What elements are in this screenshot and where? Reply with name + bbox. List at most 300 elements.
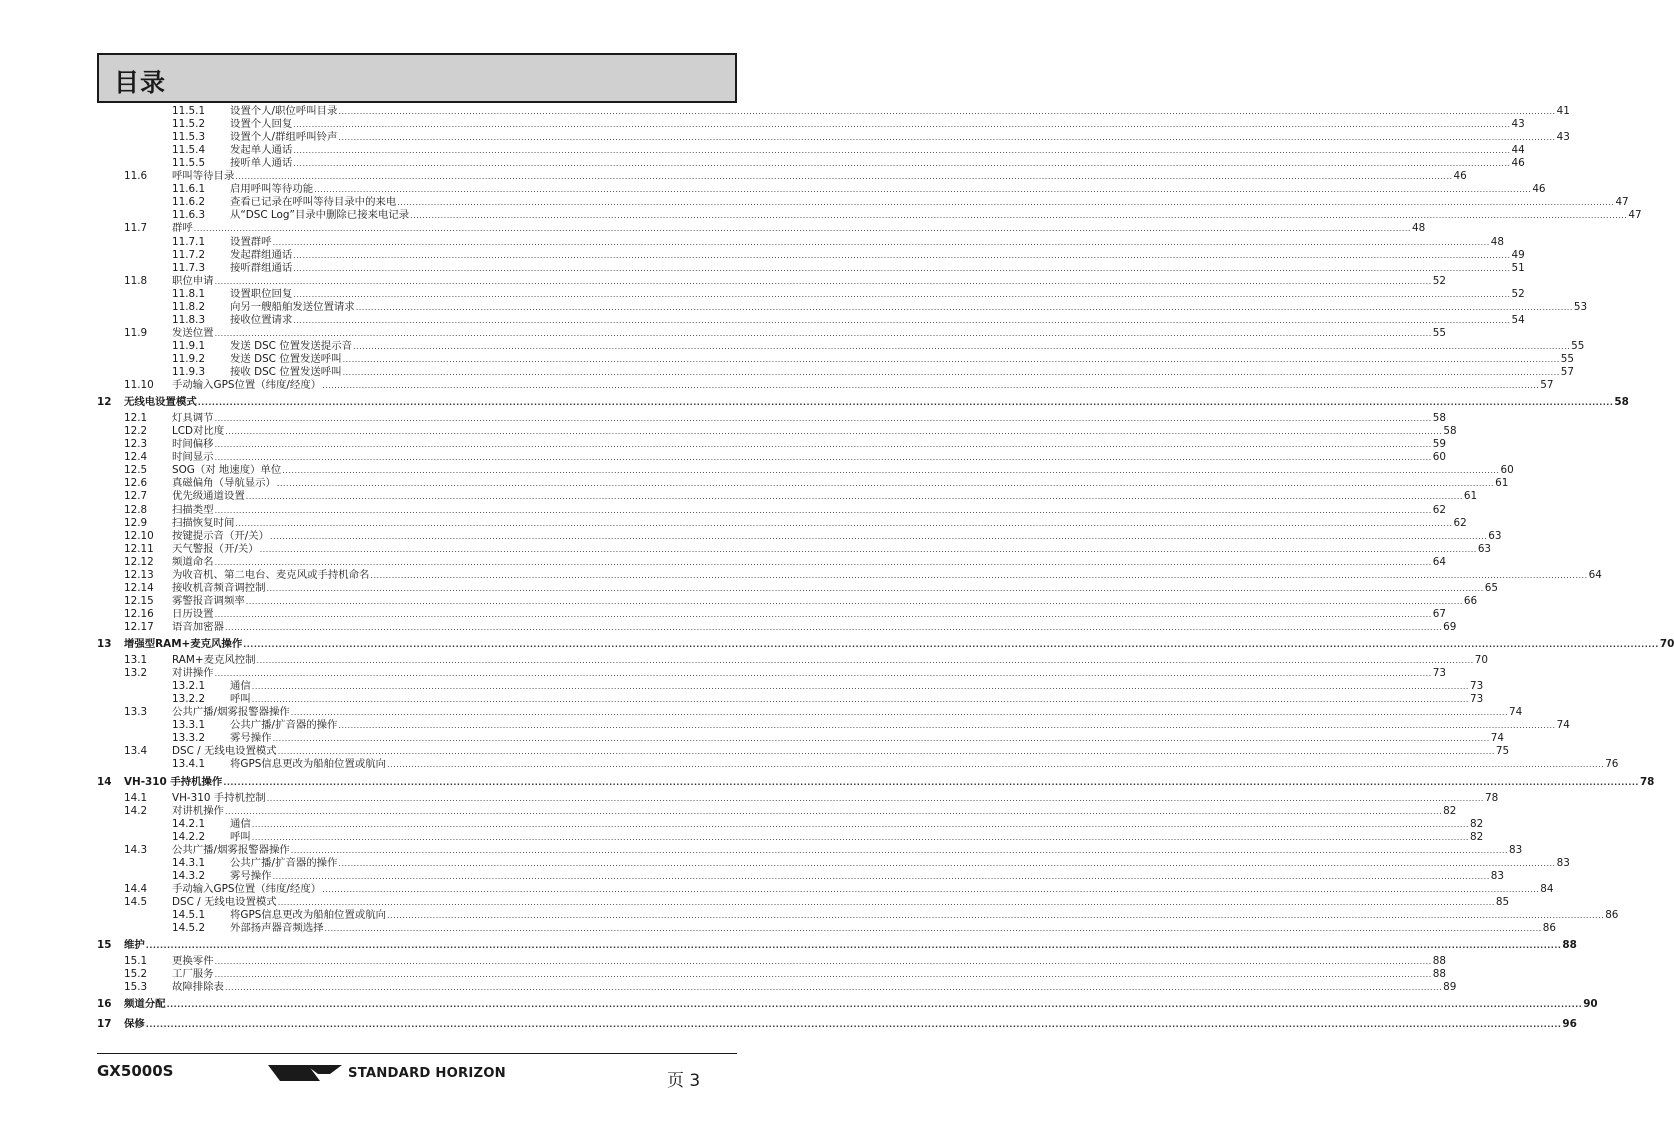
toc-page-number: 63 [1488,529,1502,542]
toc-entry-body [230,366,1575,379]
toc-page-number: 46 [1453,170,1467,183]
toc-page-number: 96 [1562,1018,1577,1031]
toc-entry-body [230,248,1525,262]
toc-entry-body [172,955,1446,968]
toc-entry-title: 公共广播/烟雾报警器操作 [172,843,290,856]
toc-entry-title: 增强型RAM+麦克风操作 [124,638,243,650]
toc-leader-dots: ................................................................................................................................................................................................................................................................................................................................................................................................................ [193,224,1411,234]
toc-page-number: 44 [1511,144,1525,157]
toc-entry[interactable] [0,817,1484,831]
toc-entry-number: 13.3.1 [172,719,206,732]
toc-page-number: 84 [1540,882,1554,895]
toc-leader-dots: ................................................................................................................................................................................................................................................................................................................................................................................................................ [338,133,1556,143]
toc-entry-number: 17 [97,1018,112,1031]
toc-entry[interactable] [0,968,1446,981]
toc-entry[interactable] [0,352,1575,366]
toc-entry-body [124,638,1674,651]
toc-entry-number: 11.7.1 [172,235,206,248]
toc-entry-title: 设置个人/群组呼叫铃声 [230,131,338,144]
toc-page-number: 82 [1443,804,1457,817]
toc-entry-body [230,157,1525,170]
toc-entry-body [172,425,1457,438]
toc-entry[interactable] [0,791,1499,805]
toc-entry-body [172,274,1446,288]
toc-entry[interactable] [0,209,1642,222]
toc-leader-dots: ................................................................................................................................................................................................................................................................................................................................................................................................................ [197,398,1614,408]
toc-entry-title: 将GPS信息更改为船舶位置或航向 [230,909,386,921]
toc-entry-body [172,477,1509,490]
toc-entry[interactable] [0,144,1525,157]
toc-entry-number: 14.3.2 [172,869,206,882]
toc-entry-title: 维护 [124,939,145,952]
toc-leader-dots: ................................................................................................................................................................................................................................................................................................................................................................................................................ [314,185,1532,195]
toc-entry-number: 13.4 [124,745,148,758]
toc-entry-title: 设置个人/职位呼叫目录 [230,105,338,117]
toc-entry[interactable] [0,732,1504,745]
toc-entry[interactable] [0,300,1588,314]
toc-entry-title: 从“DSC Log”目录中删除已接来电记录 [230,209,410,222]
toc-entry-title: 语音加密器 [172,620,224,633]
toc-leader-dots: ................................................................................................................................................................................................................................................................................................................................................................................................................ [224,622,1443,632]
toc-entry[interactable] [0,719,1570,732]
toc-entry[interactable] [0,804,1457,818]
toc-leader-dots: ................................................................................................................................................................................................................................................................................................................................................................................................................ [214,957,1432,967]
toc-entry-title: 真磁偏角（导航显示） [172,477,276,490]
toc-entry[interactable] [0,529,1502,543]
toc-entry-number: 12.12 [124,555,154,568]
toc-page-number: 67 [1432,607,1446,620]
toc-page-number: 55 [1560,352,1575,365]
toc-leader-dots: ................................................................................................................................................................................................................................................................................................................................................................................................................ [214,970,1432,980]
toc-entry[interactable] [0,856,1570,870]
toc-page-number: 60 [1500,464,1514,477]
toc-entry-title: SOG（对 地速度）单位 [172,464,282,477]
toc-entry-body [172,542,1492,556]
toc-entry[interactable] [0,451,1446,464]
toc-page-number: 58 [1443,425,1457,438]
toc-entry-body [172,968,1446,981]
toc-leader-dots: ................................................................................................................................................................................................................................................................................................................................................................................................................ [290,845,1508,855]
toc-entry-number: 12.15 [124,594,154,607]
toc-page-number: 46 [1532,183,1546,196]
toc-entry-title: 向另一艘船舶发送位置请求 [230,300,355,313]
toc-page-number: 82 [1469,830,1484,843]
toc-entry-number: 12.5 [124,464,148,477]
toc-entry-title: 公共广播/扩音器的操作 [230,856,338,869]
toc-entry-number: 14.4 [124,882,148,895]
toc-leader-dots: ................................................................................................................................................................................................................................................................................................................................................................................................................ [272,734,1490,744]
toc-leader-dots: ................................................................................................................................................................................................................................................................................................................................................................................................................ [290,708,1508,718]
toc-entry[interactable] [0,313,1525,327]
toc-leader-dots: ................................................................................................................................................................................................................................................................................................................................................................................................................ [352,341,1571,351]
toc-entry-number: 12.8 [124,503,148,516]
toc-leader-dots: ................................................................................................................................................................................................................................................................................................................................................................................................................ [235,518,1453,528]
toc-page-number: 54 [1511,313,1525,326]
toc-entry[interactable] [0,196,1629,209]
toc-entry-title: 发送 DSC 位置发送呼叫 [230,352,342,365]
toc-entry[interactable] [0,503,1446,517]
toc-entry-number: 13.4.1 [172,758,206,771]
toc-page-number: 78 [1639,775,1655,788]
toc-entry[interactable] [0,654,1488,667]
toc-entry[interactable] [0,581,1498,595]
toc-entry-title: 设置群呼 [230,235,272,248]
toc-page-number: 74 [1556,719,1570,732]
toc-entry-title: 呼叫 [230,830,251,843]
toc-page-number: 70 [1659,638,1674,650]
toc-leader-dots: ................................................................................................................................................................................................................................................................................................................................................................................................................ [251,695,1469,705]
toc-entry[interactable] [0,222,1426,235]
toc-entry-title: 优先级通道设置 [172,490,245,503]
toc-page-number: 62 [1432,503,1446,516]
toc-entry-title: 接收 DSC 位置发送呼叫 [230,366,342,378]
toc-entry-title: 日历设置 [172,607,214,620]
toc-entry-title: 频道分配 [124,998,166,1011]
toc-entry[interactable] [0,379,1554,392]
toc-page-number: 47 [1628,209,1642,222]
toc-page-number: 60 [1432,451,1446,464]
toc-leader-dots: ................................................................................................................................................................................................................................................................................................................................................................................................................ [223,777,1639,787]
toc-entry-title: 工厂服务 [172,968,214,981]
toc-entry[interactable] [0,843,1523,857]
toc-entry-body [230,118,1525,131]
toc-entry-body [172,516,1467,530]
toc-leader-dots: ................................................................................................................................................................................................................................................................................................................................................................................................................ [214,557,1432,567]
toc-page-number: 73 [1432,667,1446,680]
toc-entry-number: 11.6.2 [172,196,206,209]
toc-entry-title: 呼叫等待目录 [172,170,235,183]
toc-entry-title: 外部扬声器音频选择 [230,922,324,935]
toc-page-number: 88 [1432,955,1446,968]
toc-entry-body [172,529,1502,543]
toc-leader-dots: ................................................................................................................................................................................................................................................................................................................................................................................................................ [251,819,1469,829]
toc-leader-dots: ................................................................................................................................................................................................................................................................................................................................................................................................................ [293,315,1511,325]
toc-page-number: 49 [1511,248,1525,261]
toc-entry-number: 13.1 [124,654,148,667]
toc-entry-body [230,680,1484,693]
toc-leader-dots: ................................................................................................................................................................................................................................................................................................................................................................................................................ [214,440,1432,450]
toc-chapter-entry[interactable] [0,1018,1577,1031]
toc-entry[interactable] [0,693,1484,706]
toc-entry-title: 查看已记录在呼叫等待目录中的来电 [230,196,397,209]
toc-entry[interactable] [0,830,1484,844]
toc-chapter-entry[interactable] [0,775,1655,789]
toc-entry[interactable] [0,516,1467,530]
toc-leader-dots: ................................................................................................................................................................................................................................................................................................................................................................................................................ [397,198,1615,208]
toc-entry-body [230,209,1642,222]
toc-leader-dots: ................................................................................................................................................................................................................................................................................................................................................................................................................ [270,531,1488,541]
toc-entry-title: DSC / 无线电设置模式 [172,895,277,908]
toc-entry-title: 接听群组通话 [230,261,293,274]
toc-entry[interactable] [0,882,1554,896]
toc-entry-number: 13 [97,638,112,650]
toc-entry-body [172,843,1523,857]
toc-entry[interactable] [0,955,1446,968]
toc-entry-body [172,438,1446,451]
toc-entry-number: 12.17 [124,620,154,633]
toc-entry[interactable] [0,274,1446,288]
toc-entry-body [230,909,1619,922]
toc-leader-dots: ................................................................................................................................................................................................................................................................................................................................................................................................................ [324,924,1542,934]
toc-leader-dots: ................................................................................................................................................................................................................................................................................................................................................................................................................ [272,871,1490,881]
toc-leader-dots: ................................................................................................................................................................................................................................................................................................................................................................................................................ [387,911,1605,920]
toc-leader-dots: ................................................................................................................................................................................................................................................................................................................................................................................................................ [251,682,1469,692]
toc-entry-body [230,817,1484,831]
toc-entry-body [172,607,1446,621]
toc-entry[interactable] [0,620,1457,634]
toc-entry-body [124,1018,1577,1031]
toc-entry-title: 天气警报（开/关） [172,542,259,555]
toc-page-number: 58 [1614,396,1629,409]
toc-entry[interactable] [0,895,1510,909]
toc-entry-number: 11.5.4 [172,144,206,157]
toc-page-number: 74 [1508,706,1523,719]
toc-entry-title: 频道命名 [172,555,214,568]
toc-page-number: 55 [1571,339,1585,352]
toc-entry-number: 14.5.2 [172,922,206,935]
toc-leader-dots: ................................................................................................................................................................................................................................................................................................................................................................................................................ [256,656,1474,666]
toc-entry-body [172,667,1446,680]
toc-entry-title: 对讲操作 [172,667,214,680]
toc-page-number: 66 [1463,594,1478,607]
toc-entry-body [172,895,1510,909]
toc-leader-dots: ................................................................................................................................................................................................................................................................................................................................................................................................................ [145,1020,1562,1030]
toc-entry[interactable] [0,607,1446,621]
toc-entry-title: 将GPS信息更改为船舶位置或航向 [230,758,386,771]
toc-entry-title: 发送位置 [172,326,214,339]
toc-entry-title: 手动输入GPS位置（纬度/经度） [172,882,322,895]
toc-entry-number: 15.3 [124,981,148,994]
toc-entry-title: 通信 [230,817,251,830]
toc-entry-body [124,396,1629,409]
toc-chapter-entry[interactable] [0,638,1674,651]
toc-entry-title: 公共广播/扩音器的操作 [230,719,338,732]
toc-entry-body [172,981,1457,994]
toc-entry[interactable] [0,922,1556,935]
toc-leader-dots: ................................................................................................................................................................................................................................................................................................................................................................................................................ [355,302,1573,312]
toc-entry-body [172,503,1446,517]
toc-leader-dots: ................................................................................................................................................................................................................................................................................................................................................................................................................ [293,289,1511,299]
toc-page-number: 82 [1469,817,1484,830]
toc-leader-dots: ................................................................................................................................................................................................................................................................................................................................................................................................................ [293,120,1511,130]
toc-leader-dots: ................................................................................................................................................................................................................................................................................................................................................................................................................ [145,941,1562,951]
toc-entry[interactable] [0,555,1446,569]
toc-entry[interactable] [0,490,1478,503]
toc-entry-number: 11.8.2 [172,300,206,313]
toc-entry-number: 13.2 [124,667,148,680]
toc-entry-body [230,183,1546,196]
toc-page-number: 63 [1477,542,1492,555]
toc-entry-body [230,313,1525,327]
toc-entry[interactable] [0,339,1585,353]
toc-entry-body [172,745,1510,758]
toc-entry-body [172,568,1602,582]
toc-entry-body [230,922,1556,935]
toc-page-number: 46 [1511,157,1525,170]
toc-entry-number: 12.7 [124,490,148,503]
toc-entry-number: 14.2 [124,804,148,817]
toc-entry-number: 11.6.3 [172,209,206,222]
toc-entry-number: 11.9.1 [172,339,206,352]
toc-leader-dots: ................................................................................................................................................................................................................................................................................................................................................................................................................ [224,983,1443,993]
toc-entry-number: 12.14 [124,581,154,594]
toc-entry[interactable] [0,981,1457,994]
toc-entry-title: 呼叫 [230,693,251,706]
toc-entry[interactable] [0,464,1514,477]
toc-leader-dots: ................................................................................................................................................................................................................................................................................................................................................................................................................ [166,1000,1583,1010]
toc-entry[interactable] [0,131,1570,144]
toc-page-number: 86 [1605,909,1619,921]
toc-leader-dots: ................................................................................................................................................................................................................................................................................................................................................................................................................ [293,159,1511,169]
toc-entry[interactable] [0,366,1575,379]
toc-entry-number: 13.2.2 [172,693,206,706]
toc-entry[interactable] [0,425,1457,438]
toc-entry[interactable] [0,438,1446,451]
toc-entry-number: 14 [97,775,112,788]
toc-entry-number: 12.10 [124,529,154,542]
toc-leader-dots: ................................................................................................................................................................................................................................................................................................................................................................................................................ [370,570,1588,580]
toc-page-number: 83 [1490,869,1504,882]
toc-entry[interactable] [0,118,1525,131]
toc-leader-dots: ................................................................................................................................................................................................................................................................................................................................................................................................................ [272,237,1490,247]
toc-entry[interactable] [0,542,1492,556]
toc-chapter-entry[interactable] [0,396,1629,409]
toc-entry-number: 11.10 [124,379,154,392]
toc-entry[interactable] [0,594,1478,608]
toc-page-number: 43 [1556,131,1570,144]
toc-entry-body [172,594,1478,608]
toc-page-number: 55 [1432,326,1446,339]
toc-entry[interactable] [0,105,1570,118]
toc-entry[interactable] [0,680,1484,693]
toc-leader-dots: ................................................................................................................................................................................................................................................................................................................................................................................................................ [251,832,1469,842]
toc-entry-body [230,869,1504,883]
toc-page-number: 83 [1556,856,1570,869]
toc-leader-dots: ................................................................................................................................................................................................................................................................................................................................................................................................................ [266,583,1484,593]
brand-logo [268,1062,506,1084]
toc-entry-body [230,287,1525,301]
toc-entry[interactable] [0,183,1546,196]
toc-entry-title: 时间偏移 [172,438,214,451]
toc-entry-body [124,998,1598,1011]
toc-leader-dots: ................................................................................................................................................................................................................................................................................................................................................................................................................ [214,505,1432,515]
toc-entry-title: RAM+麦克风控制 [172,654,256,667]
toc-page-number: 74 [1490,732,1504,745]
toc-entry[interactable] [0,326,1446,340]
toc-entry-number: 11.7.2 [172,248,206,261]
toc-entry-number: 15 [97,939,112,952]
toc-entry-number: 13.3 [124,706,148,719]
toc-page-number: 83 [1508,843,1523,856]
toc-entry[interactable] [0,170,1467,183]
toc-leader-dots: ................................................................................................................................................................................................................................................................................................................................................................................................................ [259,544,1477,554]
toc-leader-dots: ................................................................................................................................................................................................................................................................................................................................................................................................................ [322,381,1540,391]
toc-entry-body [172,222,1426,235]
toc-entry[interactable] [0,477,1509,490]
toc-entry[interactable] [0,287,1525,301]
toc-entry[interactable] [0,745,1510,758]
toc-entry-body [230,261,1525,275]
toc-leader-dots: ................................................................................................................................................................................................................................................................................................................................................................................................................ [214,609,1432,619]
toc-leader-dots: ................................................................................................................................................................................................................................................................................................................................................................................................................ [277,747,1495,757]
toc-leader-dots: ................................................................................................................................................................................................................................................................................................................................................................................................................ [338,107,1556,116]
toc-entry-title: 时间显示 [172,451,214,464]
toc-entry-number: 11.7.3 [172,261,206,274]
toc-leader-dots: ................................................................................................................................................................................................................................................................................................................................................................................................................ [224,806,1443,816]
toc-entry-number: 12.11 [124,542,154,555]
toc-entry-title: 扫描类型 [172,503,214,516]
toc-entry-body [172,620,1457,634]
toc-entry-body [172,882,1554,896]
toc-leader-dots: ................................................................................................................................................................................................................................................................................................................................................................................................................ [342,354,1560,364]
toc-entry-body [230,693,1484,706]
toc-entry-body [230,719,1570,732]
toc-entry[interactable] [0,261,1525,275]
toc-entry[interactable] [0,157,1525,170]
toc-page-number: 73 [1469,693,1484,706]
toc-entry[interactable] [0,568,1602,582]
toc-entry-title: 发起群组通话 [230,248,293,261]
toc-entry-number: 11.8 [124,274,148,287]
toc-leader-dots: ................................................................................................................................................................................................................................................................................................................................................................................................................ [277,897,1495,907]
toc-entry-number: 11.6.1 [172,183,206,196]
toc-leader-dots: ................................................................................................................................................................................................................................................................................................................................................................................................................ [245,492,1463,502]
toc-chapter-entry[interactable] [0,998,1598,1011]
toc-entry-body [172,379,1554,392]
toc-leader-dots: ................................................................................................................................................................................................................................................................................................................................................................................................................ [387,760,1605,770]
toc-entry-title: VH-310 手持机操作 [124,775,223,788]
toc-entry-number: 12.6 [124,477,148,490]
toc-entry-body [230,830,1484,844]
toc-entry[interactable] [0,758,1619,771]
toc-entry[interactable] [0,869,1504,883]
toc-leader-dots: ................................................................................................................................................................................................................................................................................................................................................................................................................ [338,721,1556,731]
toc-entry-number: 12.1 [124,412,148,425]
toc-leader-dots: ................................................................................................................................................................................................................................................................................................................................................................................................................ [293,263,1511,273]
toc-chapter-entry[interactable] [0,939,1577,952]
toc-entry-title: 灯具调节 [172,412,214,425]
toc-page-number: 48 [1490,235,1504,248]
footer-model-name: GX5000S [97,1062,174,1080]
toc-entry-number: 15.2 [124,968,148,981]
toc-entry[interactable] [0,412,1446,425]
toc-entry[interactable] [0,248,1525,262]
toc-page-number: 73 [1469,680,1484,693]
toc-page-number: 47 [1615,196,1629,209]
toc-page-number: 58 [1432,412,1446,425]
toc-entry-title: 扫描恢复时间 [172,516,235,529]
toc-entry-number: 14.1 [124,791,148,804]
toc-page-number: 76 [1605,758,1619,771]
toc-entry[interactable] [0,706,1523,719]
toc-entry-body [172,654,1488,667]
toc-entry-title: LCD对比度 [172,425,225,438]
toc-page-number: 57 [1560,366,1575,378]
toc-entry-number: 12.3 [124,438,148,451]
toc-page-number: 69 [1443,620,1457,633]
toc-entry[interactable] [0,235,1504,249]
toc-leader-dots: ................................................................................................................................................................................................................................................................................................................................................................................................................ [293,250,1511,260]
toc-entry-title: 无线电设置模式 [124,396,197,409]
toc-leader-dots: ................................................................................................................................................................................................................................................................................................................................................................................................................ [214,414,1432,424]
toc-entry[interactable] [0,909,1619,922]
toc-entry-body [230,196,1629,209]
toc-entry-body [230,131,1570,144]
toc-entry[interactable] [0,667,1446,680]
toc-entry-body [230,235,1504,249]
toc-entry-body [230,732,1504,745]
toc-entry-title: DSC / 无线电设置模式 [172,745,277,758]
